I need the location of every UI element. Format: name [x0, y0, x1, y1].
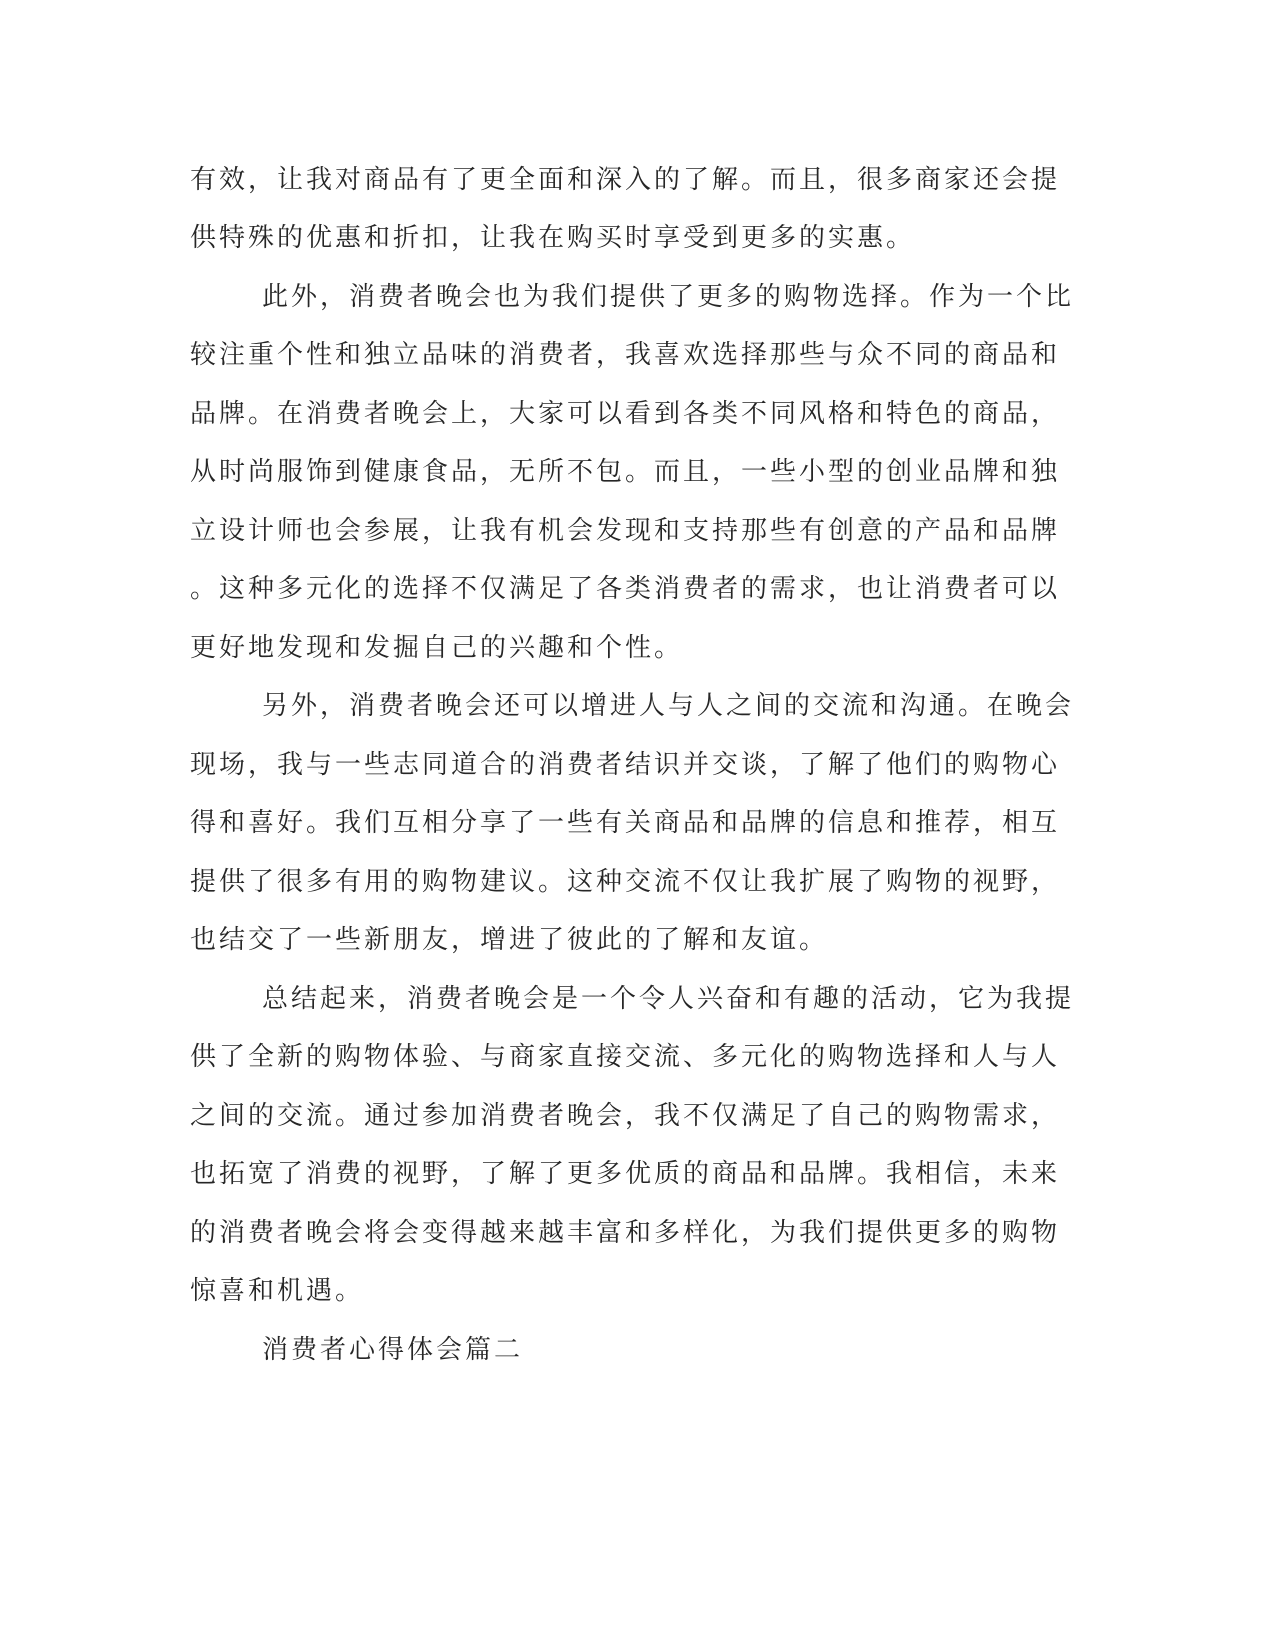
text-line: 立设计师也会参展，让我有机会发现和支持那些有创意的产品和品牌	[190, 516, 1061, 546]
text-line: 之间的交流。通过参加消费者晚会，我不仅满足了自己的购物需求，	[190, 1101, 1061, 1131]
text-line: 有效，让我对商品有了更全面和深入的了解。而且，很多商家还会提	[190, 165, 1061, 195]
text-line: 也拓宽了消费的视野，了解了更多优质的商品和品牌。我相信，未来	[190, 1159, 1061, 1189]
text-line: 惊喜和机遇。	[190, 1276, 365, 1306]
paragraph-first-line: 另外，消费者晚会还可以增进人与人之间的交流和沟通。在晚会	[262, 691, 1075, 721]
text-line: 。这种多元化的选择不仅满足了各类消费者的需求，也让消费者可以	[190, 574, 1061, 604]
text-line: 供了全新的购物体验、与商家直接交流、多元化的购物选择和人与人	[190, 1042, 1061, 1072]
text-line: 较注重个性和独立品味的消费者，我喜欢选择那些与众不同的商品和	[190, 340, 1061, 370]
paragraph-first-line: 此外，消费者晚会也为我们提供了更多的购物选择。作为一个比	[262, 282, 1075, 312]
text-line: 从时尚服饰到健康食品，无所不包。而且，一些小型的创业品牌和独	[190, 457, 1061, 487]
text-line: 也结交了一些新朋友，增进了彼此的了解和友谊。	[190, 925, 829, 955]
text-line: 现场，我与一些志同道合的消费者结识并交谈，了解了他们的购物心	[190, 750, 1061, 780]
text-line: 供特殊的优惠和折扣，让我在购买时享受到更多的实惠。	[190, 223, 916, 253]
section-heading: 消费者心得体会篇二	[262, 1335, 524, 1365]
text-line: 得和喜好。我们互相分享了一些有关商品和品牌的信息和推荐，相互	[190, 808, 1061, 838]
text-line: 的消费者晚会将会变得越来越丰富和多样化，为我们提供更多的购物	[190, 1218, 1061, 1248]
text-line: 品牌。在消费者晚会上，大家可以看到各类不同风格和特色的商品，	[190, 399, 1061, 429]
text-line: 更好地发现和发掘自己的兴趣和个性。	[190, 633, 684, 663]
paragraph-first-line: 总结起来，消费者晚会是一个令人兴奋和有趣的活动，它为我提	[262, 984, 1075, 1014]
text-line: 提供了很多有用的购物建议。这种交流不仅让我扩展了购物的视野，	[190, 867, 1061, 897]
